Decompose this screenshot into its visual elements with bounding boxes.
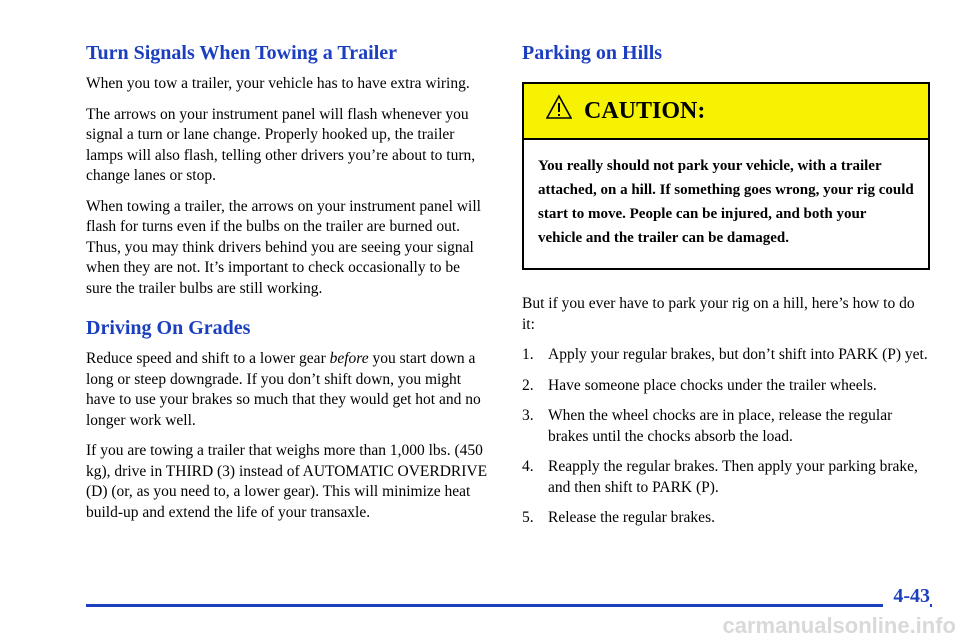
text-run: you start down a long or steep downgrade. If you don’t shift down, you might have to use your brakes so much that they would get hot and no longer work well. [86, 350, 481, 429]
paragraph-arrows-flash: The arrows on your instrument panel will flash whenever you signal a turn or lane change. Properly hooked up, the trailer lamps will also flash, telling other drivers you’re about to turn, change lanes or stop. [86, 105, 476, 184]
caution-text: You really should not park your vehicle, with a trailer attached, on a hill. If something goes wrong, your rig could start to move. People can be injured, and both your vehicle and the trailer can be damaged. [538, 158, 914, 246]
heading-turn-signals: Turn Signals When Towing a Trailer [86, 42, 398, 64]
paragraph-reduce-speed [86, 349, 488, 431]
list-item [522, 345, 930, 366]
step-number: 5. [522, 509, 534, 526]
right-column [522, 40, 930, 539]
heading-driving-on-grades: Driving On Grades [86, 317, 251, 339]
list-item [522, 508, 930, 529]
paragraph-towing-weight: If you are towing a trailer that weighs more than 1,000 lbs. (450 kg), drive in THIRD (3) instead of AUTOMATIC OVERDRIVE (D) (or, as you need to, a lower gear). This will minimize heat build-up and extend the life of your transaxle. [86, 442, 488, 521]
text-run: Reduce speed and shift to a lower gear [86, 350, 330, 367]
step-text: Reapply the regular brakes. Then apply your parking brake, and then shift to PARK (P). [548, 458, 918, 496]
caution-box [522, 82, 930, 270]
left-column [86, 40, 488, 533]
step-number: 2. [522, 376, 534, 394]
step-text: When the wheel chocks are in place, release the regular brakes until the chocks absorb the load. [548, 407, 893, 445]
emphasis-before: before [329, 350, 369, 367]
page-number: 4-43 [883, 584, 930, 608]
step-text: Release the regular brakes. [548, 509, 715, 526]
paragraph-bulbs-burned-out: When towing a trailer, the arrows on your instrument panel will flash for turns even if the bulbs on the trailer are burned out. Thus, you may think drivers behind you are seeing your signal when they are not. It’s important to check occasionally to be sure the trailer bulbs are still working. [86, 197, 481, 297]
list-item [522, 376, 930, 397]
caution-title: CAUTION: [584, 98, 706, 124]
caution-header [524, 84, 928, 140]
paragraph-extra-wiring: When you tow a trailer, your vehicle has to have extra wiring. [86, 75, 470, 92]
step-number: 1. [522, 346, 534, 363]
step-text: Apply your regular brakes, but don’t shift into PARK (P) yet. [548, 346, 928, 363]
watermark: carmanualsonline.info [722, 613, 956, 638]
paragraph-park-intro: But if you ever have to park your rig on a hill, here’s how to do it: [522, 295, 915, 333]
footer-rule [86, 604, 932, 607]
list-item [522, 457, 930, 498]
step-number: 3. [522, 407, 534, 424]
warning-triangle-icon [546, 94, 572, 120]
step-text: Have someone place chocks under the trailer wheels. [548, 376, 877, 394]
steps-list [522, 345, 930, 529]
step-number: 4. [522, 458, 534, 475]
heading-parking-on-hills: Parking on Hills [522, 42, 663, 64]
list-item [522, 406, 930, 447]
